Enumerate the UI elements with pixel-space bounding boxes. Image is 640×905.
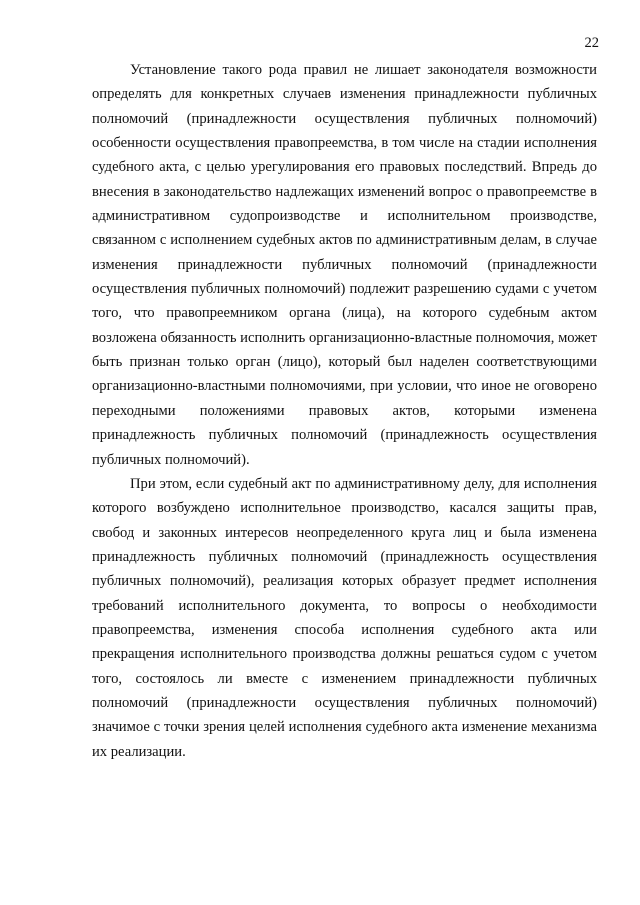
document-body: [92, 58, 597, 764]
page-number: 22: [584, 35, 599, 51]
paragraph-2: При этом, если судебный акт по административному делу, для исполнения которого возбуждено исполнительное производство, касался защиты прав, свобод и законных интересов неопределенного круга лиц и была изменена принадлежность публичных полномочий (принадлежность осуществления публичных полномочий), реализация которых образует предмет исполнения требований исполнительного документа, то вопросы о необходимости правопреемства, изменения способа исполнения судебного акта или прекращения исполнительного производства должны решаться судом с учетом того, состоялось ли вместе с изменением принадлежности публичных полномочий (принадлежности осуществления публичных полномочий) значимое с точки зрения целей исполнения судебного акта изменение механизма их реализации.: [92, 475, 597, 760]
paragraph-1: Установление такого рода правил не лишает законодателя возможности определять для конкретных случаев изменения принадлежности публичных полномочий (принадлежности осуществления публичных полномочий) особенности осуществления правопреемства, в том числе на стадии исполнения судебного акта, с целью урегулирования его правовых последствий. Впредь до внесения в законодательство надлежащих изменений вопрос о правопреемстве в административном судопроизводстве и исполнительном производстве, связанном с исполнением судебных актов по административным делам, в случае изменения принадлежности публичных полномочий (принадлежности осуществления публичных полномочий) подлежит разрешению судами с учетом того, что правопреемником органа (лица), на которого судебным актом возложена обязанность исполнить организационно-властные полномочия, может быть признан только орган (лицо), который был наделен соответствующими организационно-властными полномочиями, при условии, что иное не оговорено переходными положениями правовых актов, которыми изменена принадлежность публичных полномочий (принадлежность осуществления публичных полномочий).: [92, 62, 597, 468]
